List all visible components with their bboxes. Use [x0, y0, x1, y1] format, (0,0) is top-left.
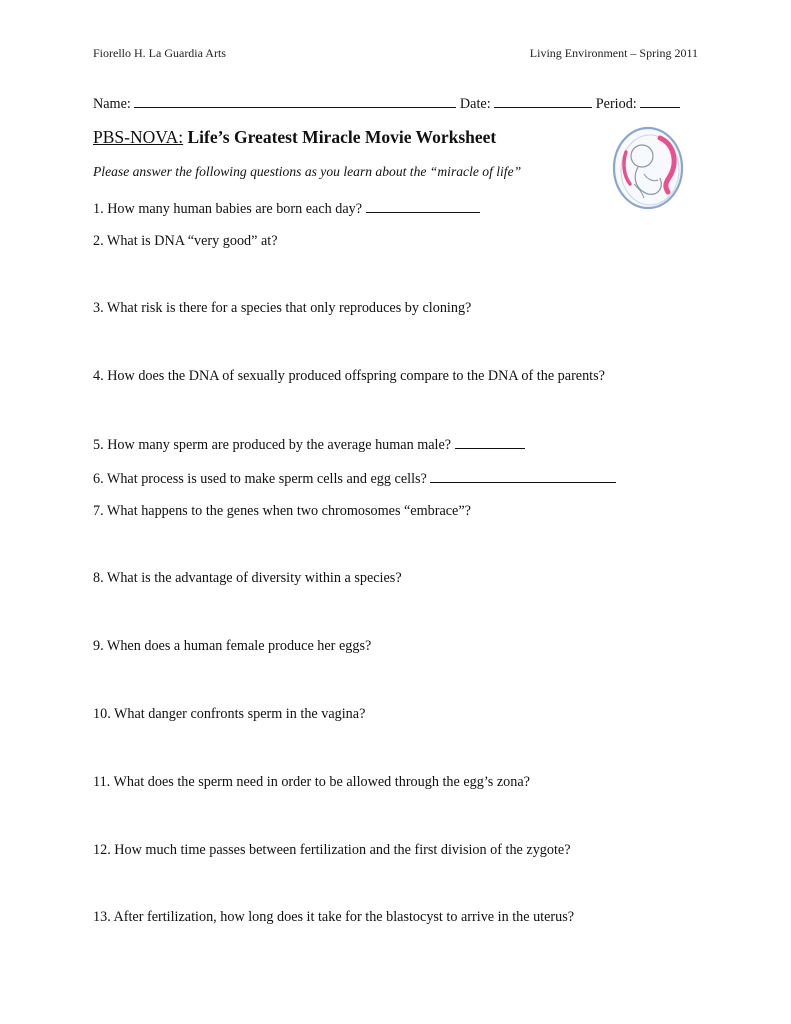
instructions: Please answer the following questions as you learn about the “miracle of life”: [93, 164, 522, 179]
question-text: 6. What process is used to make sperm cells and egg cells?: [93, 471, 427, 487]
title-prefix: PBS-NOVA:: [93, 127, 184, 147]
question-8: 8. What is the advantage of diversity within a species?: [93, 570, 402, 586]
answer-blank[interactable]: [455, 435, 525, 449]
question-6: [93, 469, 616, 488]
question-12: 12. How much time passes between fertilization and the first division of the zygote?: [93, 842, 571, 858]
course-term: Living Environment – Spring 2011: [529, 46, 698, 60]
embryo-illustration-icon: [608, 122, 688, 214]
question-text: 1. How many human babies are born each day?: [93, 201, 363, 217]
question-text: 5. How many sperm are produced by the average human male?: [93, 437, 452, 453]
question-10: 10. What danger confronts sperm in the vagina?: [93, 706, 366, 722]
name-label: Name:: [93, 96, 131, 112]
question-11: 11. What does the sperm need in order to be allowed through the egg’s zona?: [93, 774, 530, 790]
question-1: [93, 199, 480, 218]
question-2: 2. What is DNA “very good” at?: [93, 233, 278, 249]
question-4: 4. How does the DNA of sexually produced offspring compare to the DNA of the parents?: [93, 368, 605, 384]
question-5: [93, 435, 525, 454]
date-field[interactable]: [494, 94, 592, 108]
title-main: Life’s Greatest Miracle Movie Worksheet: [187, 127, 497, 147]
question-7: 7. What happens to the genes when two chromosomes “embrace”?: [93, 503, 471, 519]
question-9: 9. When does a human female produce her eggs?: [93, 638, 372, 654]
answer-blank[interactable]: [366, 199, 480, 213]
student-info-row: [93, 94, 680, 113]
question-13: 13. After fertilization, how long does it take for the blastocyst to arrive in the uterus?: [93, 909, 575, 925]
worksheet-title: [93, 127, 496, 148]
date-label: Date:: [459, 96, 491, 112]
period-label: Period:: [595, 96, 637, 112]
name-field[interactable]: [134, 94, 456, 108]
period-field[interactable]: [640, 94, 680, 108]
answer-blank[interactable]: [430, 469, 616, 483]
question-3: 3. What risk is there for a species that only reproduces by cloning?: [93, 300, 472, 316]
school-name: Fiorello H. La Guardia Arts: [93, 46, 226, 60]
